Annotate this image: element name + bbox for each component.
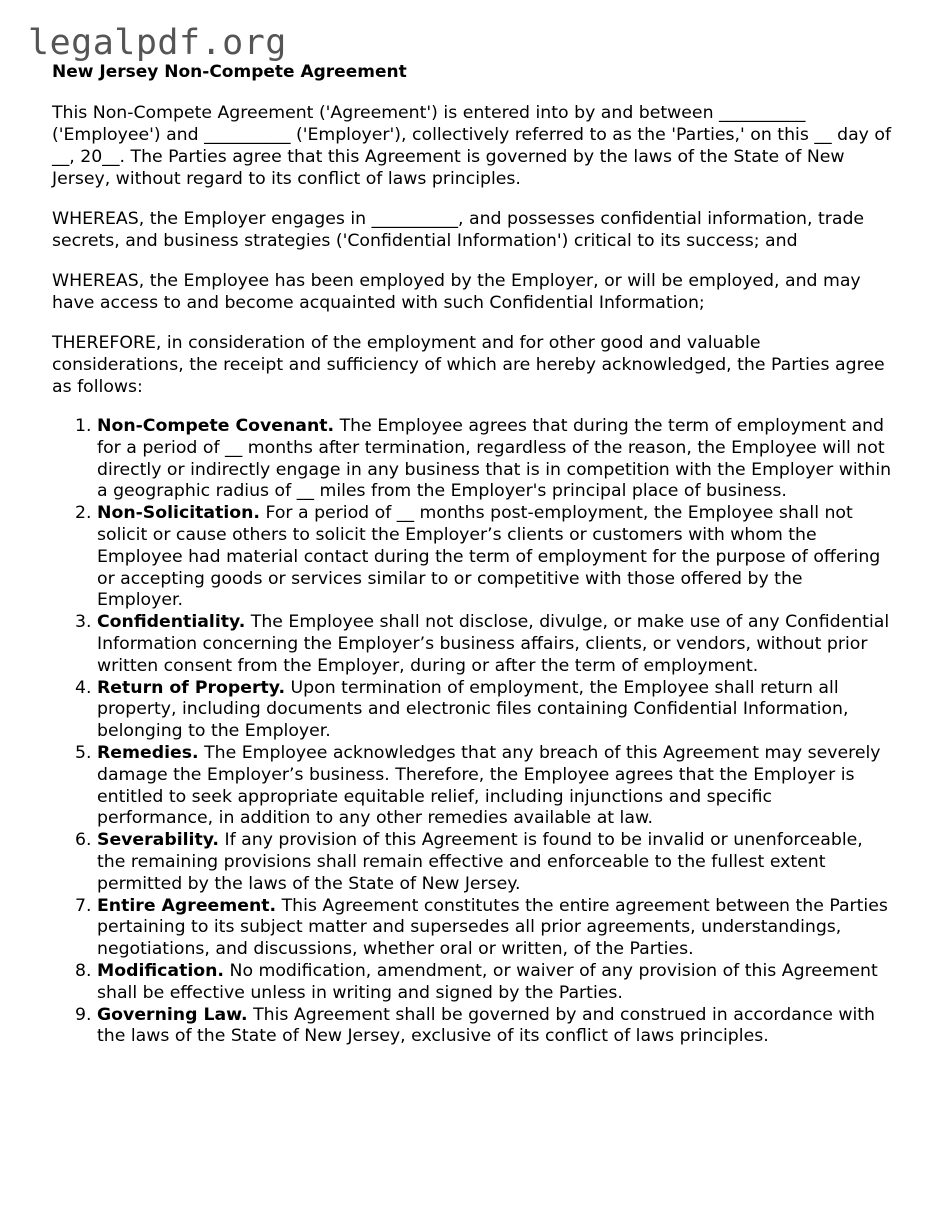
- clause-item: [97, 1005, 892, 1049]
- clause-item: [97, 896, 892, 961]
- clause-text: The Employee agrees that during the term of employment and for a period of __ months after termination, regardless of the reason, the Employee will not directly or indirectly engage in any business that is in competition with the Employer within a geographic radius of __ miles from the Employer's principal place of business.: [97, 416, 892, 502]
- clause-heading: Severability.: [97, 830, 219, 851]
- whereas-employee-paragraph: WHEREAS, the Employee has been employed by the Employer, or will be employed, and may have access to and become acquainted with such Confidential Information;: [52, 271, 861, 313]
- clause-text: This Agreement shall be governed by and construed in accordance with the laws of the State of New Jersey, exclusive of its conflict of laws principles.: [97, 1004, 876, 1047]
- clause-item: [97, 743, 892, 830]
- clause-item: [97, 612, 892, 677]
- clause-heading: Confidentiality.: [97, 612, 246, 633]
- clause-heading: Return of Property.: [97, 677, 286, 698]
- clause-item: [97, 830, 892, 895]
- clause-heading: Remedies.: [97, 742, 199, 763]
- clause-item: [97, 678, 892, 743]
- clause-heading: Non-Compete Covenant.: [97, 416, 335, 436]
- document-page: [52, 60, 892, 1048]
- clause-heading: Non-Solicitation.: [97, 503, 260, 524]
- clause-text: No modification, amendment, or waiver of any provision of this Agreement shall be effective unless in writing and signed by the Parties.: [97, 960, 878, 1003]
- clause-text: For a period of __ months post-employment, the Employee shall not solicit or cause others to solicit the Employer’s clients or customers with whom the Employee had material contact during the term of employment for the purpose of offering or accepting goods or services similar to or competitive with those offered by the Employer.: [97, 503, 881, 611]
- clause-list: [52, 416, 892, 1048]
- clause-heading: Modification.: [97, 960, 225, 981]
- clause-text: Upon termination of employment, the Employee shall return all property, including documents and electronic files containing Confidential Information, belonging to the Employer.: [97, 677, 849, 742]
- intro-paragraph: This Non-Compete Agreement ('Agreement') is entered into by and between __________ ('Employee') and __________ ('Employer'), collectively referred to as the 'Parties,' on this __ day of __, 20__. The Parties agree that this Agreement is governed by the laws of the State of New Jersey, without regard to its conflict of laws principles.: [52, 103, 892, 189]
- clause-heading: Entire Agreement.: [97, 895, 277, 916]
- clause-text: This Agreement constitutes the entire agreement between the Parties pertaining to its subject matter and supersedes all prior agreements, understandings, negotiations, and discussions, whether oral or written, of the Parties.: [97, 895, 888, 960]
- clause-text: If any provision of this Agreement is found to be invalid or unenforceable, the remaining provisions shall remain effective and enforceable to the fullest extent permitted by the laws of the State of New Jersey.: [97, 830, 863, 894]
- document-title: New Jersey Non-Compete Agreement: [52, 62, 407, 82]
- clause-item: [97, 416, 892, 503]
- whereas-employer-paragraph: WHEREAS, the Employer engages in __________, and possesses confidential information, trade secrets, and business strategies ('Confidential Information') critical to its success; and: [52, 209, 865, 251]
- clause-item: [97, 503, 892, 612]
- clause-text: The Employee acknowledges that any breach of this Agreement may severely damage the Employer’s business. Therefore, the Employee agrees that the Employer is entitled to seek appropriate equitable relief, including injunctions and specific performance, in addition to any other remedies available at law.: [97, 742, 881, 829]
- therefore-paragraph: THEREFORE, in consideration of the employment and for other good and valuable considerations, the receipt and sufficiency of which are hereby acknowledged, the Parties agree as follows:: [52, 333, 885, 397]
- clause-heading: Governing Law.: [97, 1004, 248, 1025]
- clause-item: [97, 961, 892, 1005]
- clause-text: The Employee shall not disclose, divulge, or make use of any Confidential Information concerning the Employer’s business affairs, clients, or vendors, without prior written consent from the Employer, during or after the term of employment.: [97, 612, 890, 676]
- watermark-logo: legalpdf.org: [28, 23, 287, 63]
